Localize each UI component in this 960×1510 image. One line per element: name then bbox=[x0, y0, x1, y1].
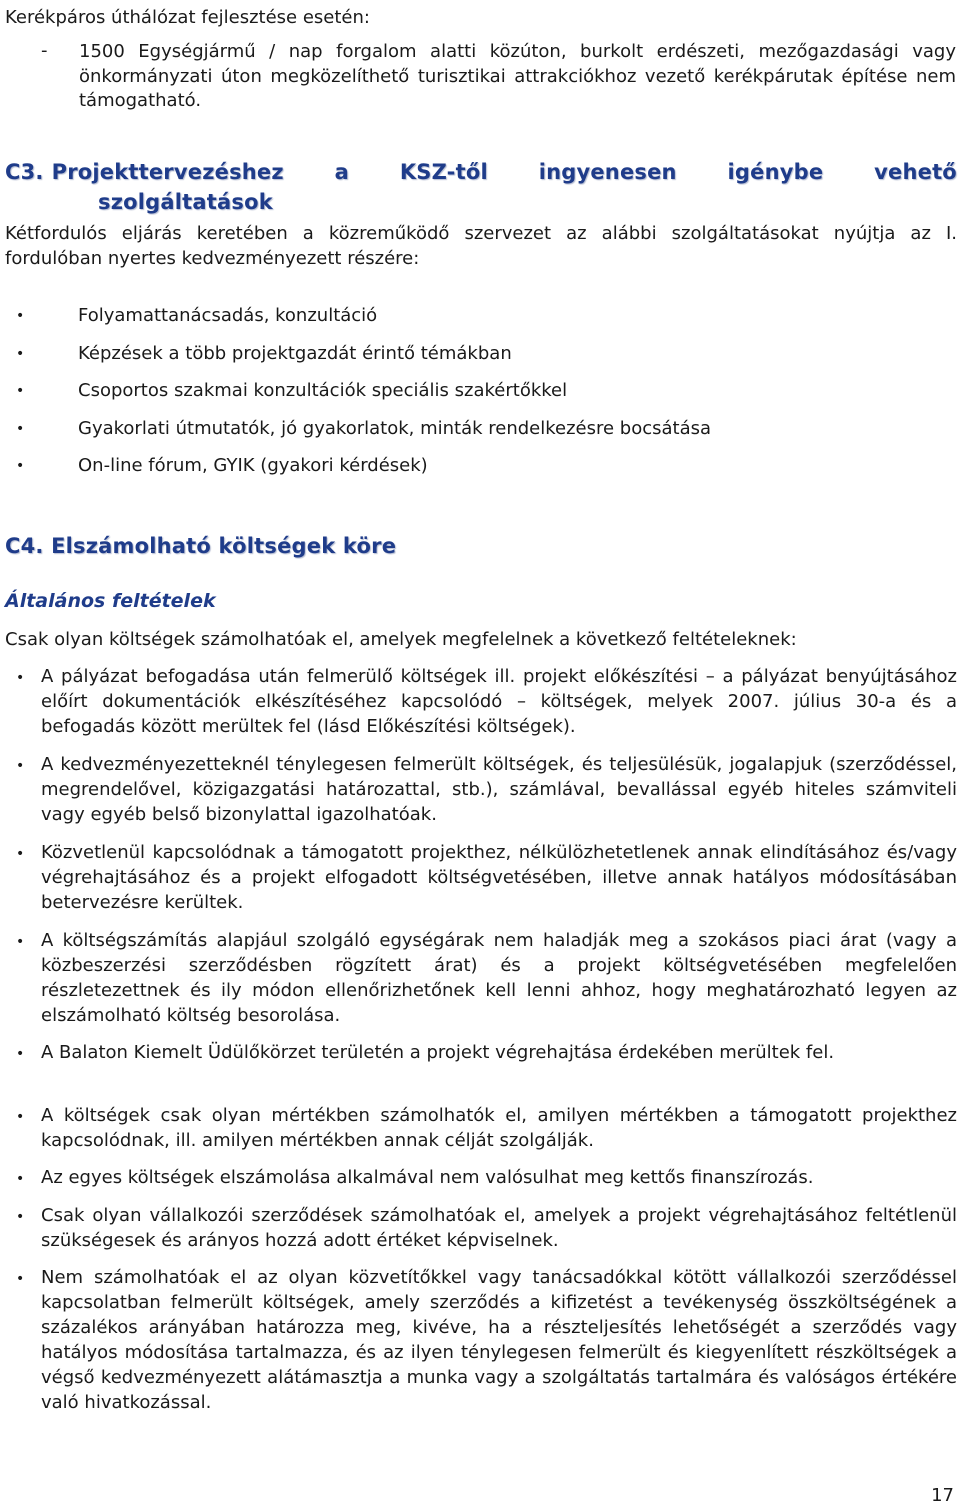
heading-line-2: szolgáltatások bbox=[98, 190, 273, 214]
bullet-icon: • bbox=[16, 1171, 25, 1187]
list-item-text: Nem számolhatóak el az olyan közvetítőkkel vagy tanácsadókkal kötött vállalkozói szerződéssel kapcsolatban felmerült költségek, amely szerződés a kifizetést a tevékenység összköltségének a százalékos arányában határozza meg, kivéve, ha a részteljesítés lehetőségét a szerződés vagy hatályos módosítása tartalmazza, és az ilyen ténylegesen felmerült és kiegyenlített részköltségek a végső kedvezményezett alátámasztja a munka vagy a szolgáltatás tartalmára és valóságos értékére való hivatkozással. bbox=[41, 1267, 957, 1413]
list-item-text: A költségszámítás alapjául szolgáló egységárak nem haladják meg a szokásos piaci árat (vagy a közbeszerzési szerződésben rögzített árat) és a projekt költségvetésében megfelelően részletezettnek és ily módon ellenőrizhetőnek kell lenni ahhoz, hogy meghatározható legyen az elszámolható költség besorolása. bbox=[41, 930, 957, 1026]
bullet-icon: • bbox=[16, 670, 25, 686]
list-item-text: Az egyes költségek elszámolása alkalmával nem valósulhat meg kettős finanszírozás. bbox=[41, 1167, 814, 1188]
list-item-text: Folyamattanácsadás, konzultáció bbox=[78, 305, 378, 326]
bullet-icon: • bbox=[16, 383, 25, 399]
list-item-text: A költségek csak olyan mértékben számolhatók el, amilyen mértékben a támogatott projekthez kapcsolódnak, ill. amilyen mértékben annak célját szolgálják. bbox=[41, 1105, 957, 1151]
heading-word: Projekttervezéshez bbox=[51, 160, 284, 184]
list-item-text: A kedvezményezetteknél ténylegesen felmerült költségek, és teljesülésük, jogalapjuk (szerződéssel, megrendelővel, közigazgatási határozattal, stb.), számlával, bevallással egyéb hiteles számviteli vagy egyéb belső bizonylattal igazolhatóak. bbox=[41, 754, 957, 825]
c4-intro: Csak olyan költségek számolhatóak el, amelyek megfelelnek a következő feltételeknek: bbox=[5, 629, 797, 650]
intro-line: Kerékpáros úthálózat fejlesztése esetén: bbox=[5, 7, 370, 28]
heading-word: vehető bbox=[874, 160, 957, 184]
list-item bbox=[5, 929, 957, 1029]
heading-word: igénybe bbox=[727, 160, 824, 184]
section-code: C3. bbox=[5, 160, 44, 184]
dash-marker: - bbox=[41, 40, 48, 61]
list-item bbox=[5, 453, 957, 491]
bullet-icon: • bbox=[16, 934, 25, 950]
dash-item-text: 1500 Egységjármű / nap forgalom alatti közúton, burkolt erdészeti, mezőgazdasági vagy önkormányzati úton megközelíthető turisztikai attrakciókhoz vezető kerékpárutak építése nem támogatható. bbox=[79, 41, 956, 111]
list-item bbox=[5, 1266, 957, 1415]
bullet-icon: • bbox=[16, 758, 25, 774]
bullet-icon: • bbox=[16, 308, 25, 324]
heading-word: a bbox=[334, 160, 349, 184]
list-item bbox=[5, 341, 957, 379]
bullet-icon: • bbox=[16, 1109, 25, 1125]
list-item-text: On-line fórum, GYIK (gyakori kérdések) bbox=[78, 455, 428, 476]
bullet-icon: • bbox=[16, 345, 25, 362]
list-item bbox=[5, 753, 957, 828]
list-item bbox=[5, 1104, 957, 1154]
section-heading-c3 bbox=[5, 157, 957, 217]
list-item bbox=[5, 841, 957, 916]
list-item-text: A Balaton Kiemelt Üdülőkörzet területén a projekt végrehajtása érdekében merültek fel. bbox=[41, 1042, 835, 1063]
page-number: 17 bbox=[931, 1485, 954, 1506]
dash-list-item bbox=[41, 40, 956, 114]
list-item-text: A pályázat befogadása után felmerülő költségek ill. projekt előkészítési – a pályázat benyújtásához előírt dokumentációk elkészítéséhez kapcsolódó – költségek, melyek 2007. július 30-a és a befogadás között merültek fel (lásd Előkészítési költségek). bbox=[41, 666, 957, 737]
list-item-text: Csoportos szakmai konzultációk speciális szakértőkkel bbox=[78, 380, 568, 401]
list-item bbox=[5, 378, 957, 416]
bullet-icon: • bbox=[16, 1209, 25, 1225]
section-heading-c4: C4. Elszámolható költségek köre bbox=[5, 534, 397, 558]
heading-word: ingyenesen bbox=[538, 160, 677, 184]
list-item-text: Képzések a több projektgazdát érintő témákban bbox=[78, 342, 512, 364]
bullet-icon: • bbox=[16, 1271, 25, 1287]
list-item-text: Csak olyan vállalkozói szerződések számolhatóak el, amelyek a projekt végrehajtásához feltétlenül szükségesek és arányos hozzá adott értéket képviselnek. bbox=[41, 1205, 957, 1251]
c3-service-list bbox=[5, 303, 957, 491]
c3-paragraph: Kétfordulós eljárás keretében a közreműködő szervezet az alábbi szolgáltatásokat nyújtja az I. fordulóban nyertes kedvezményezett részére: bbox=[5, 223, 957, 269]
bullet-icon: • bbox=[16, 846, 25, 862]
list-item-text: Közvetlenül kapcsolódnak a támogatott projekthez, nélkülözhetetlenek annak elindításához és/vagy végrehajtásához és a projekt elfogadott költségvetésében, illetve annak hatályos módosításában betervezésre kerültek. bbox=[41, 842, 957, 913]
bullet-icon: • bbox=[16, 420, 25, 437]
bullet-icon: • bbox=[16, 458, 25, 474]
list-item bbox=[5, 1166, 957, 1191]
heading-word: KSZ-től bbox=[399, 160, 488, 184]
list-item bbox=[5, 303, 957, 341]
bullet-icon: • bbox=[16, 1046, 25, 1062]
list-item bbox=[5, 1041, 957, 1066]
list-item bbox=[5, 1204, 957, 1254]
list-item bbox=[5, 665, 957, 740]
subheading: Általános feltételek bbox=[5, 590, 216, 612]
list-item bbox=[5, 416, 957, 454]
list-item-text: Gyakorlati útmutatók, jó gyakorlatok, minták rendelkezésre bocsátása bbox=[78, 417, 712, 439]
